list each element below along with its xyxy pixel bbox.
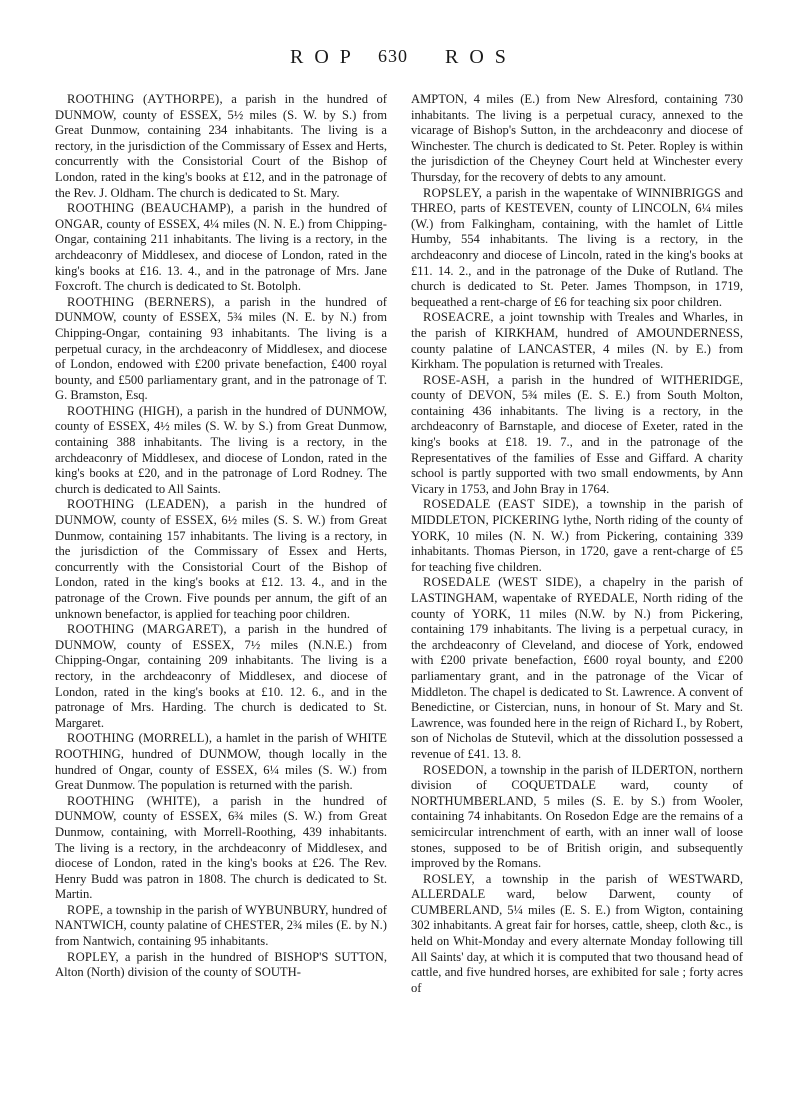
entry-text: a parish in the hundred of DUNMOW, county of ESSEX, 6¾ miles (S. W.) from Great Dunmow, containing, with Morrell-Roothing, 439 inhabitants. The living is a rectory, in the archdeaconry of Middlesex, and diocese of London, rated in the king's books at £26. The Rev. Henry Budd was patron in 1808. The church is dedicated to St. Martin. [55, 793, 388, 902]
entry-headword: ROOTHING (MORRELL), [67, 731, 213, 746]
entry-headword: ROOTHING (LEADEN), [67, 497, 210, 512]
entry-text: a township in the parish of WYBUNBURY, hundred of NANTWICH, county palatine of CHESTER, 2¾ miles (E. by N.) from Nantwich, containing 95 inhabitants. [55, 902, 387, 949]
entry-text: a parish in the hundred of DUNMOW, county of ESSEX, 5¾ miles (N. E. by N.) from Chipping-Ongar, containing 93 inhabitants. The living is a perpetual curacy, in the archdeaconry of Middlesex, and diocese of London, endowed with £200 private benefaction, £400 royal bounty, and £500 parliamentary grant, and in the patronage of T. G. Bramston, Esq. [55, 294, 387, 403]
entry-text: a parish in the hundred of ONGAR, county of ESSEX, 4¼ miles (N. N. E.) from Chipping-Ongar, containing 211 inhabitants. The living is a rectory, in the archdeaconry of Middlesex, and diocese of London, rated in the king's books at £16. 13. 4., and in the patronage of Mrs. Jane Foxcroft. The church is dedicated to St. Botolph. [55, 201, 388, 294]
entry-text: a parish in the hundred of DUNMOW, county of ESSEX, 4½ miles (S. W. by S.) from Great Dunmow, containing 388 inhabitants. The living is a rectory, in the archdeaconry of Middlesex, and diocese of London, rated in the king's books at £20, and in the patronage of Lord Rodney. The church is dedicated to All Saints. [55, 403, 387, 496]
entry-text: a parish in the wapentake of WINNIBRIGGS and THREO, parts of KESTEVEN, county of LINCOLN, 6¼ miles (W.) from Falkingham, containing, with the hamlet of Little Humby, 554 inhabitants. The living is a rectory, in the archdeaconry and diocese of Lincoln, rated in the king's books at £11. 14. 2., and in the patronage of the Duke of Rutland. The church is dedicated to St. Peter. James Thompson, in 1719, bequeathed a rent-charge of £6 for teaching six poor children. [411, 185, 743, 309]
entry-text: a chapelry in the parish of LASTINGHAM, wapentake of RYEDALE, North riding of the county of YORK, 11 miles (N.W. by N.) from Pickering, containing 179 inhabitants. The living is a perpetual curacy, in the archdeaconry of Cleveland, and diocese of York, endowed with £200 private benefaction, £600 royal bounty, and £200 parliamentary grant, and in the patronage of the Vicar of Middleton. The chapel is dedicated to St. Lawrence. A convent of Benedictine, or Cistercian, nuns, in honour of St. Mary and St. Lawrence, was founded here in the reign of Richard I., by Robert, son of Nicholas de Stutevil, which at the dissolution possessed a revenue of £41. 13. 8. [411, 575, 743, 761]
entry-headword: ROOTHING (BEAUCHAMP), [67, 201, 235, 216]
gazetteer-entry [55, 731, 387, 793]
entry-text: a parish in the hundred of BISHOP'S SUTTON, Alton (North) division of the county of SOUTH- [55, 949, 387, 980]
gazetteer-entry [55, 497, 387, 622]
gazetteer-entry [55, 201, 387, 295]
entry-text: a township in the parish of MIDDLETON, PICKERING lythe, North riding of the county of YORK, 10 miles (N. N. W.) from Pickering, containing 339 inhabitants. Thomas Pierson, in 1720, gave a rent-charge of £5 for teaching five children. [411, 497, 743, 574]
header-left-guide: R O P [290, 46, 354, 68]
page-header [0, 46, 800, 70]
gazetteer-entry [411, 497, 743, 575]
entry-headword: ROPE, [67, 902, 104, 917]
entry-headword: ROSE-ASH, [423, 372, 490, 387]
gazetteer-entry [411, 763, 743, 872]
gazetteer-entry [55, 903, 387, 950]
gazetteer-entry [55, 622, 387, 731]
gazetteer-entry [411, 575, 743, 762]
entry-headword: ROPLEY, [67, 949, 119, 964]
entry-text: a joint township with Treales and Wharles, in the parish of KIRKHAM, hundred of AMOUNDERNESS, county palatine of LANCASTER, 4 miles (N. by E.) from Kirkham. The population is returned with Treales. [411, 310, 743, 372]
gazetteer-entry [55, 92, 387, 201]
entry-headword: ROOTHING (MARGARET), [67, 622, 227, 637]
entry-headword: ROSLEY, [423, 871, 475, 886]
gazetteer-entry [55, 794, 387, 903]
header-right-guide: R O S [445, 46, 509, 68]
entry-headword: ROSEDALE (EAST SIDE), [423, 497, 579, 512]
entry-headword: ROOTHING (AYTHORPE), [67, 92, 223, 106]
entry-text: a hamlet in the parish of WHITE ROOTHING, hundred of DUNMOW, though locally in the hundred of Ongar, county of ESSEX, 6¼ miles (S. W.) from Great Dunmow. The population is returned with the parish. [55, 731, 387, 793]
gazetteer-entry [411, 92, 743, 186]
entry-text: a parish in the hundred of DUNMOW, county of ESSEX, 5½ miles (S. W. by S.) from Great Dunmow, containing 234 inhabitants. The living is a rectory, in the jurisdiction of the Commissary of Essex and Herts, concurrently with the Consistorial Court of the Bishop of London, rated in the king's books at £12, and in the patronage of the Rev. J. Oldham. The church is dedicated to St. Mary. [55, 92, 387, 200]
entry-text: a parish in the hundred of DUNMOW, county of ESSEX, 6½ miles (S. S. W.) from Great Dunmow, containing 157 inhabitants. The living is a rectory, in the jurisdiction of the Commissary of Essex and Herts, concurrently with the Consistorial Court of the Bishop of London, rated in the king's books at £12. 13. 4., and in the patronage of the Crown. Five pounds per annum, the gift of an unknown benefactor, is applied for teaching poor children. [55, 497, 387, 621]
left-column [55, 92, 387, 981]
entry-headword: ROSEDALE (WEST SIDE), [423, 575, 582, 590]
entry-text: a parish in the hundred of DUNMOW, county of ESSEX, 7½ miles (N.N.E.) from Chipping-Ongar, containing 209 inhabitants. The living is a rectory, in the archdeaconry of Middlesex, and diocese of London, rated in the king's books at £10. 12. 6., and in the patronage of Mrs. Harding. The church is dedicated to St. Margaret. [55, 622, 387, 730]
entry-text: a parish in the hundred of WITHERIDGE, county of DEVON, 5¾ miles (E. S. E.) from South Molton, containing 436 inhabitants. The living is a rectory, in the archdeaconry of Barnstaple, and diocese of Exeter, rated in the king's books at £18. 19. 7., and in the patronage of the Representatives of the families of Esse and Giffard. A charity school is partly supported with two small endowments, by Ann Vicary in 1753, and John Bray in 1764. [411, 372, 743, 496]
gazetteer-entry [55, 295, 387, 404]
entry-headword: ROOTHING (HIGH), [67, 403, 184, 418]
entry-headword: ROSEACRE, [423, 310, 494, 325]
gazetteer-entry [55, 950, 387, 981]
gazetteer-entry [55, 404, 387, 498]
entry-text: a township in the parish of ILDERTON, northern division of COQUETDALE ward, county of NORTHUMBERLAND, 5 miles (S. E. by S.) from Wooler, containing 74 inhabitants. On Rosedon Edge are the remains of a semicircular intrenchment of earth, with an inner wall of loose stones, supposed to be of British origin, and subsequently improved by the Romans. [411, 762, 743, 871]
gazetteer-entry [411, 872, 743, 997]
entry-headword: ROOTHING (BERNERS), [67, 294, 215, 309]
gazetteer-entry [411, 186, 743, 311]
entry-text: a township in the parish of WESTWARD, ALLERDALE ward, below Darwent, county of CUMBERLAND, 5¼ miles (E. S. E.) from Wigton, containing 302 inhabitants. A great fair for horses, cattle, sheep, cloth &c., is held on Whit-Monday and every alternate Monday following till All Saints' day, at which it is computed that two thousand head of cattle, and five hundred horses, are exhibited for sale ; forty acres of [411, 871, 743, 995]
page-number: 630 [378, 46, 408, 66]
gazetteer-entry [411, 310, 743, 372]
entry-text: AMPTON, 4 miles (E.) from New Alresford, containing 730 inhabitants. The living is a perpetual curacy, annexed to the vicarage of Bishop's Sutton, in the archdeaconry and diocese of Winchester. The church is dedicated to St. Peter. Ropley is within the jurisdiction of the Cheyney Court held at Winchester every Thursday, for the recovery of debts to any amount. [411, 92, 743, 184]
right-column [411, 92, 743, 996]
entry-headword: ROPSLEY, [423, 185, 483, 200]
entry-headword: ROOTHING (WHITE), [67, 793, 201, 808]
entry-headword: ROSEDON, [423, 762, 488, 777]
gazetteer-entry [411, 373, 743, 498]
